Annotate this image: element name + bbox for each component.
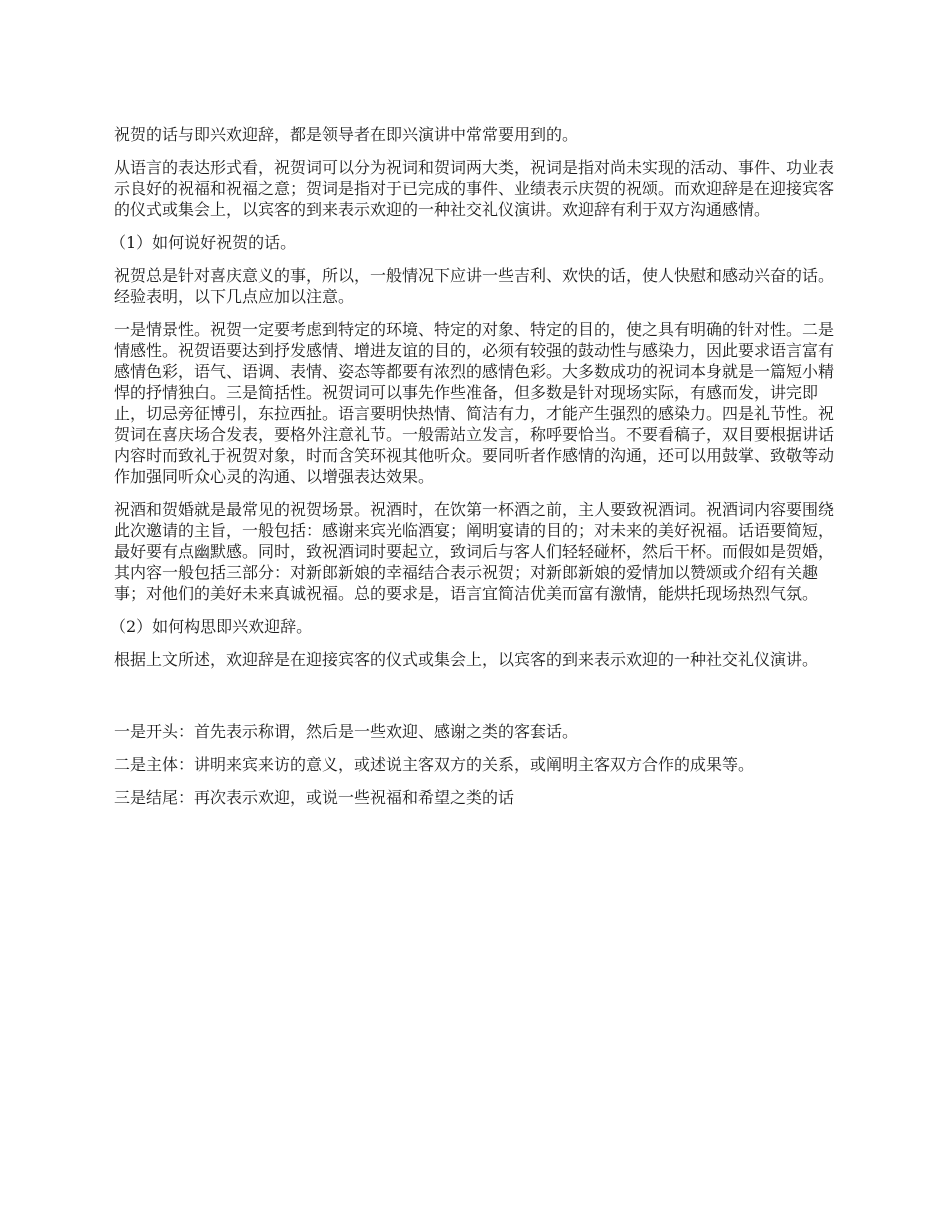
document-body (110, 124, 842, 820)
paragraph-toast-wedding: 祝酒和贺婚就是最常见的祝贺场景。祝酒时，在饮第一杯酒之前，主人要致祝酒词。祝酒词内容要围绕此次邀请的主旨，一般包括：感谢来宾光临酒宴；阐明宴请的目的；对未来的美好祝福。话语要简短，最好要有点幽默感。同时，致祝酒词时要起立，致词后与客人们轻轻碰杯，然后干杯。而假如是贺婚，其内容一般包括三部分：对新郎新娘的幸福结合表示祝贺；对新郎新娘的爱情加以赞颂或介绍有关趣事；对他们的美好未来真诚祝福。总的要求是，语言宜简洁优美而富有激情，能烘托现场热烈气氛。 (114, 500, 835, 603)
paragraph-ending: 三是结尾：再次表示欢迎，或说一些祝福和希望之类的话 (114, 788, 515, 807)
paragraph-opening: 一是开头：首先表示称谓，然后是一些欢迎、感谢之类的客套话。 (114, 722, 579, 741)
blank-line (114, 682, 842, 721)
paragraph-congrats-points: 一是情景性。祝贺一定要考虑到特定的环境、特定的对象、特定的目的，使之具有明确的针对性。二是情感性。祝贺语要达到抒发感情、增进友谊的目的，必须有较强的鼓动性与感染力，因此要求语言富有感情色彩，语气、语调、表情、姿态等都要有浓烈的感情色彩。大多数成功的祝词本身就是一篇短小精悍的抒情独白。三是简括性。祝贺词可以事先作些准备，但多数是针对现场实际，有感而发，讲完即止，切忌旁征博引，东拉西扯。语言要明快热情、简洁有力，才能产生强烈的感染力。四是礼节性。祝贺词在喜庆场合发表，要格外注意礼节。一般需站立发言，称呼要恰当。不要看稿子，双目要根据讲话内容时而致礼于祝贺对象，时而含笑环视其他听众。要同听者作感情的沟通，还可以用鼓掌、致敬等动作加强同听众心灵的沟通、以增强表达效果。 (114, 320, 835, 486)
paragraph-welcome-definition: 根据上文所述，欢迎辞是在迎接宾客的仪式或集会上，以宾客的到来表示欢迎的一种社交礼仪演讲。 (114, 650, 819, 669)
section-heading-welcome-speech: （2）如何构思即兴欢迎辞。 (110, 617, 313, 636)
paragraph-congrats-overview: 祝贺总是针对喜庆意义的事，所以，一般情况下应讲一些吉利、欢快的话，使人快慰和感动兴奋的话。经验表明，以下几点应加以注意。 (114, 266, 835, 306)
paragraph-definition: 从语言的表达形式看，祝贺词可以分为祝词和贺词两大类，祝词是指对尚未实现的活动、事件、功业表示良好的祝福和祝福之意；贺词是指对于已完成的事件、业绩表示庆贺的祝颂。而欢迎辞是在迎接宾客的仪式或集会上，以宾客的到来表示欢迎的一种社交礼仪演讲。欢迎辞有利于双方沟通感情。 (114, 158, 835, 219)
paragraph-intro: 祝贺的话与即兴欢迎辞，都是领导者在即兴演讲中常常要用到的。 (114, 125, 579, 144)
section-heading-congratulations: （1）如何说好祝贺的话。 (110, 233, 297, 252)
paragraph-body: 二是主体：讲明来宾来访的意义，或述说主客双方的关系，或阐明主客双方合作的成果等。 (114, 755, 755, 774)
